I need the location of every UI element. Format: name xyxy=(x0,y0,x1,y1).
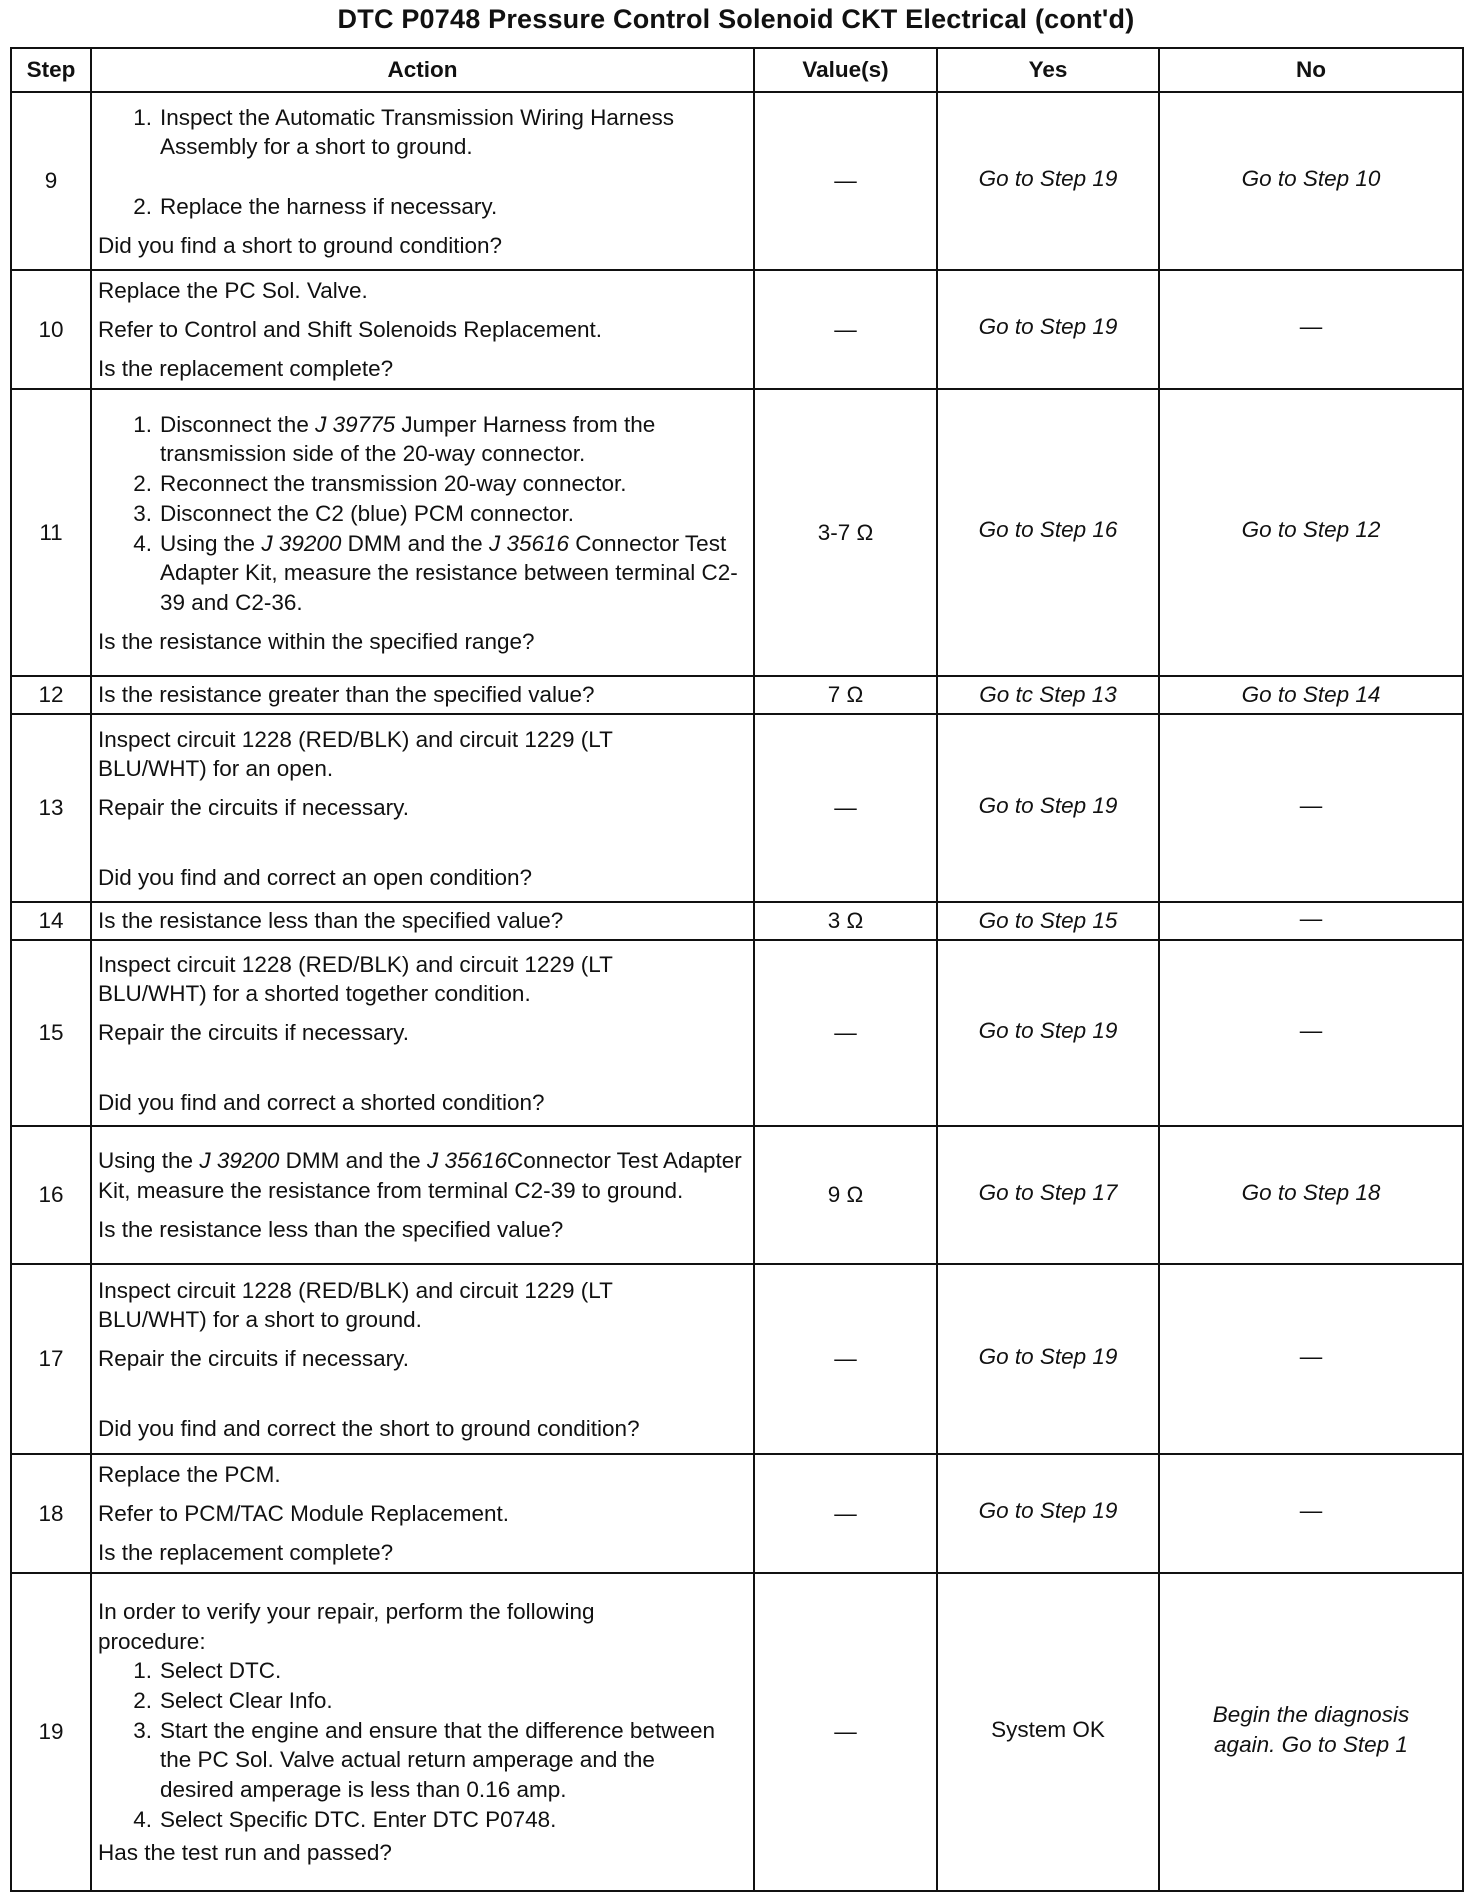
yes-cell: System OK xyxy=(937,1573,1159,1891)
action-line: Repair the circuits if necessary. xyxy=(98,1346,409,1371)
header-row xyxy=(11,48,1463,92)
table-row xyxy=(11,1454,1463,1573)
no-cell: — xyxy=(1159,902,1463,940)
yes-cell: Go tc Step 13 xyxy=(937,676,1159,714)
no-cell: Begin the diagnosis again. Go to Step 1 xyxy=(1159,1573,1463,1891)
header-action: Action xyxy=(91,48,754,92)
action-line: Inspect circuit 1228 (RED/BLK) and circuit 1229 (LT BLU/WHT) for a shorted together condition. xyxy=(98,951,613,1007)
table-row xyxy=(11,270,1463,389)
header-step: Step xyxy=(11,48,91,92)
action-item: 2. Reconnect the transmission 20-way connector. xyxy=(133,471,627,497)
step-number: 14 xyxy=(11,902,91,940)
action-cell xyxy=(91,902,754,940)
step-number: 13 xyxy=(11,714,91,902)
no-cell: — xyxy=(1159,940,1463,1126)
table-row xyxy=(11,940,1463,1126)
action-question: Is the replacement complete? xyxy=(98,1539,394,1565)
yes-cell: Go to Step 19 xyxy=(937,92,1159,270)
table-row xyxy=(11,1573,1463,1891)
yes-cell: Go to Step 19 xyxy=(937,940,1159,1126)
action-line: In order to verify your repair, perform the following procedure: xyxy=(98,1598,595,1654)
action-question: Is the resistance greater than the specified value? xyxy=(98,682,595,708)
no-cell: — xyxy=(1159,714,1463,902)
yes-cell: Go to Step 15 xyxy=(937,902,1159,940)
yes-cell: Go to Step 17 xyxy=(937,1126,1159,1264)
action-question: Is the resistance less than the specified value? xyxy=(98,908,564,934)
table-row xyxy=(11,1264,1463,1454)
no-cell: Go to Step 10 xyxy=(1159,92,1463,270)
action-cell xyxy=(91,389,754,676)
action-cell xyxy=(91,714,754,902)
action-question: Did you find and correct an open condition? xyxy=(98,864,533,890)
action-line: Repair the circuits if necessary. xyxy=(98,795,409,820)
action-line: Repair the circuits if necessary. xyxy=(98,1020,409,1045)
action-cell xyxy=(91,1573,754,1891)
action-cell xyxy=(91,940,754,1126)
action-item: 2. Select Clear Info. xyxy=(133,1687,333,1713)
value-cell: — xyxy=(754,1454,937,1573)
value-cell: — xyxy=(754,940,937,1126)
table-row xyxy=(11,1126,1463,1264)
yes-cell: Go to Step 19 xyxy=(937,1264,1159,1454)
value-cell: — xyxy=(754,1573,937,1891)
no-cell: Go to Step 18 xyxy=(1159,1126,1463,1264)
page-title: DTC P0748 Pressure Control Solenoid CKT Electrical (cont'd) xyxy=(337,4,1135,34)
step-number: 16 xyxy=(11,1126,91,1264)
step-number: 11 xyxy=(11,389,91,676)
table-row xyxy=(11,389,1463,676)
action-cell xyxy=(91,270,754,389)
no-cell: — xyxy=(1159,1264,1463,1454)
action-line: Inspect circuit 1228 (RED/BLK) and circuit 1229 (LT BLU/WHT) for an open. xyxy=(98,726,613,782)
action-question: Did you find and correct a shorted condition? xyxy=(98,1089,545,1115)
action-question: Is the replacement complete? xyxy=(98,355,394,381)
diagnostic-table xyxy=(10,47,1464,1892)
action-question: Did you find a short to ground condition? xyxy=(98,232,503,258)
action-cell xyxy=(91,92,754,270)
table-row xyxy=(11,676,1463,714)
action-cell xyxy=(91,1264,754,1454)
value-cell: — xyxy=(754,92,937,270)
yes-cell: Go to Step 19 xyxy=(937,714,1159,902)
action-cell xyxy=(91,676,754,714)
value-cell: — xyxy=(754,1264,937,1454)
action-item: 3. Disconnect the C2 (blue) PCM connector. xyxy=(133,500,574,526)
value-cell: — xyxy=(754,714,937,902)
action-line: Inspect circuit 1228 (RED/BLK) and circuit 1229 (LT BLU/WHT) for a short to ground. xyxy=(98,1277,613,1333)
value-cell: 3-7 Ω xyxy=(754,389,937,676)
value-cell: 3 Ω xyxy=(754,902,937,940)
table-row xyxy=(11,714,1463,902)
step-number: 18 xyxy=(11,1454,91,1573)
action-question: Has the test run and passed? xyxy=(98,1840,392,1866)
step-number: 19 xyxy=(11,1573,91,1891)
action-item: 1. Select DTC. xyxy=(133,1658,282,1684)
action-item: 2. Replace the harness if necessary. xyxy=(133,194,498,219)
action-line: Using the J 39200 DMM and the J 35616Connector Test Adapter Kit, measure the resistance from terminal C2-39 to ground. xyxy=(98,1148,742,1204)
table-row xyxy=(11,902,1463,940)
step-number: 9 xyxy=(11,92,91,270)
action-line: Replace the PC Sol. Valve. xyxy=(98,278,368,304)
value-cell: 7 Ω xyxy=(754,676,937,714)
action-line: Refer to Control and Shift Solenoids Replacement. xyxy=(98,317,603,343)
action-item: 1. Disconnect the J 39775 Jumper Harness from the transmission side of the 20-way connector. xyxy=(133,411,656,467)
action-item: 4. Select Specific DTC. Enter DTC P0748. xyxy=(133,1806,557,1832)
action-cell xyxy=(91,1126,754,1264)
value-cell: 9 Ω xyxy=(754,1126,937,1264)
action-line: Refer to PCM/TAC Module Replacement. xyxy=(98,1501,509,1527)
header-yes: Yes xyxy=(937,48,1159,92)
step-number: 15 xyxy=(11,940,91,1126)
yes-cell: Go to Step 19 xyxy=(937,270,1159,389)
action-line: Replace the PCM. xyxy=(98,1462,281,1488)
no-cell: — xyxy=(1159,270,1463,389)
no-cell: — xyxy=(1159,1454,1463,1573)
value-cell: — xyxy=(754,270,937,389)
action-item: 4. Using the J 39200 DMM and the J 35616 Connector Test Adapter Kit, measure the resistance between terminal C2-39 and C2-36. xyxy=(133,530,738,615)
header-values: Value(s) xyxy=(754,48,937,92)
yes-cell: Go to Step 19 xyxy=(937,1454,1159,1573)
header-no: No xyxy=(1159,48,1463,92)
no-cell: Go to Step 12 xyxy=(1159,389,1463,676)
action-item: 3. Start the engine and ensure that the difference between the PC Sol. Valve actual return amperage and the desired amperage is less than 0.16 amp. xyxy=(133,1717,715,1803)
step-number: 12 xyxy=(11,676,91,714)
action-question: Did you find and correct the short to ground condition? xyxy=(98,1415,640,1441)
step-number: 10 xyxy=(11,270,91,389)
action-question: Is the resistance within the specified range? xyxy=(98,628,535,654)
action-item: 1. Inspect the Automatic Transmission Wiring Harness Assembly for a short to ground. xyxy=(133,104,674,160)
yes-cell: Go to Step 16 xyxy=(937,389,1159,676)
action-cell xyxy=(91,1454,754,1573)
step-number: 17 xyxy=(11,1264,91,1454)
action-question: Is the resistance less than the specified value? xyxy=(98,1216,564,1242)
no-cell: Go to Step 14 xyxy=(1159,676,1463,714)
table-row xyxy=(11,92,1463,270)
